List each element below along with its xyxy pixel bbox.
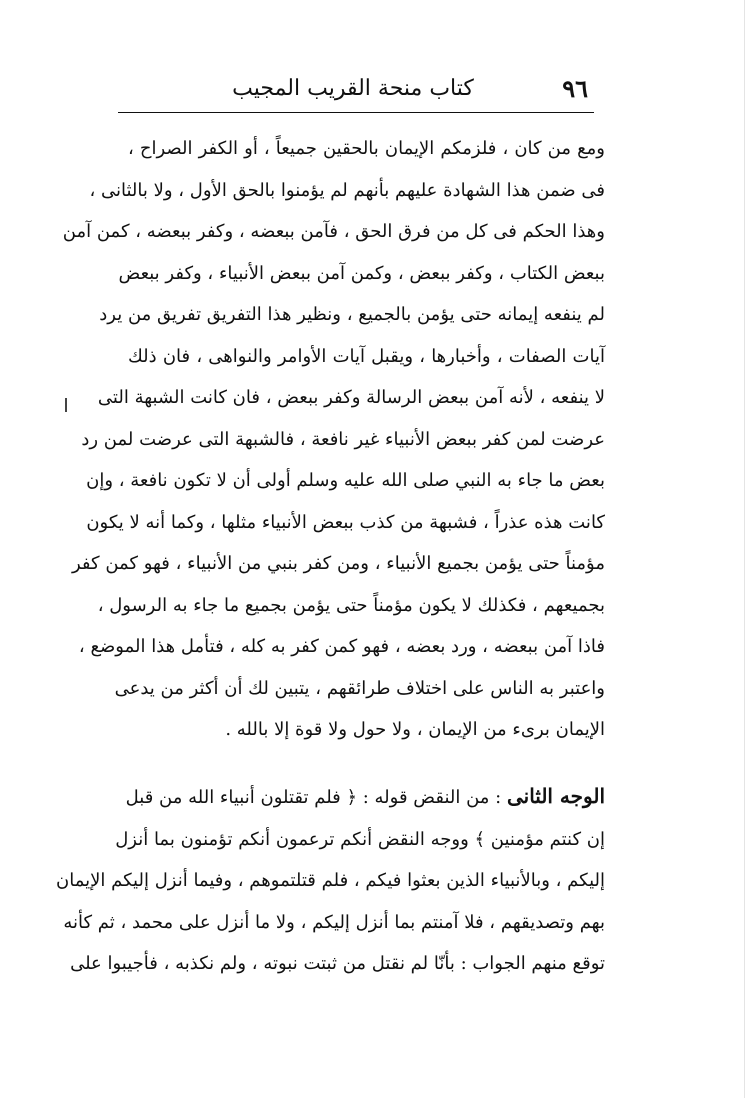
text-line: فى ضمن هذا الشهادة عليهم بأنهم لم يؤمنوا بالحق الأول ، ولا بالثانى ، bbox=[89, 179, 605, 201]
paragraph-1 bbox=[62, 128, 605, 751]
text-line bbox=[125, 776, 605, 819]
text-line: توقع منهم الجواب : بأنّا لم نقتل من ثبتت نبوته ، ولم نكذبه ، فأجيبوا على bbox=[70, 953, 605, 974]
text-line: واعتبر به الناس على اختلاف طرائقهم ، يتبين لك أن أكثر من يدعى bbox=[114, 677, 605, 699]
page-edge bbox=[744, 0, 745, 1098]
text-line: آيات الصفات ، وأخبارها ، ويقبل آيات الأوامر والنواهى ، فان ذلك bbox=[128, 345, 605, 367]
text-line: بهم وتصديقهم ، فلا آمنتم بما أنزل إليكم ، ولا ما أنزل على محمد ، ثم كأنه bbox=[63, 911, 605, 933]
text-line: ومع من كان ، فلزمكم الإيمان بالحقين جميعاً ، أو الكفر الصراح ، bbox=[128, 138, 605, 159]
text-line: لم ينفعه إيمانه حتى يؤمن بالجميع ، ونظير هذا التفريق تفريق من يرد bbox=[99, 304, 605, 325]
text-line: بعض ما جاء به النبي صلى الله عليه وسلم أولى أن لا تكون نافعة ، وإن bbox=[86, 470, 605, 491]
text-line: عرضت لمن كفر ببعض الأنبياء غير نافعة ، فالشبهة التى عرضت لمن رد bbox=[81, 428, 605, 450]
text-line: إليكم ، وبالأنبياء الذين بعثوا فيكم ، فلم قتلتموهم ، وفيما أنزل إليكم الإيمان bbox=[56, 870, 605, 891]
text-line: الإيمان برىء من الإيمان ، ولا حول ولا قوة إلا بالله . bbox=[225, 719, 605, 740]
running-title: كتاب منحة القريب المجيب bbox=[232, 76, 474, 101]
header-divider bbox=[118, 112, 594, 113]
text-line: ببعض الكتاب ، وكفر ببعض ، وكمن آمن ببعض الأنبياء ، وكفر ببعض bbox=[118, 262, 605, 284]
text-line: إن كنتم مؤمنين ﴾ ووجه النقض أنكم ترعمون أنكم تؤمنون بما أنزل bbox=[115, 828, 605, 850]
page-header bbox=[118, 72, 588, 108]
text-line: بجميعهم ، فكذلك لا يكون مؤمناً حتى يؤمن بجميع ما جاء به الرسول ، bbox=[97, 594, 605, 616]
text-line: كانت هذه عذراً ، فشبهة من كذب ببعض الأنبياء مثلها ، وكما أنه لا يكون bbox=[86, 511, 605, 533]
text-line: لا ينفعه ، لأنه آمن ببعض الرسالة وكفر ببعض ، فان كانت الشبهة التى bbox=[97, 387, 605, 408]
text-line: مؤمناً حتى يؤمن بجميع الأنبياء ، ومن كفر بنبي من الأنبياء ، فهو كمن كفر bbox=[71, 553, 605, 574]
margin-mark bbox=[65, 398, 67, 412]
paragraph-2 bbox=[56, 776, 605, 985]
section-heading: الوجه الثانى bbox=[506, 784, 605, 808]
text-line: فاذا آمن ببعضه ، ورد بعضه ، فهو كمن كفر به كله ، فتأمل هذا الموضع ، bbox=[78, 636, 605, 657]
text-fragment: : من النقض قوله : ﴿ فلم تقتلون أنبياء الله من قبل bbox=[125, 787, 507, 808]
page-number: ٩٦ bbox=[562, 74, 588, 103]
text-line: وهذا الحكم فى كل من فرق الحق ، فآمن ببعضه ، وكفر ببعضه ، كمن آمن bbox=[62, 221, 605, 242]
